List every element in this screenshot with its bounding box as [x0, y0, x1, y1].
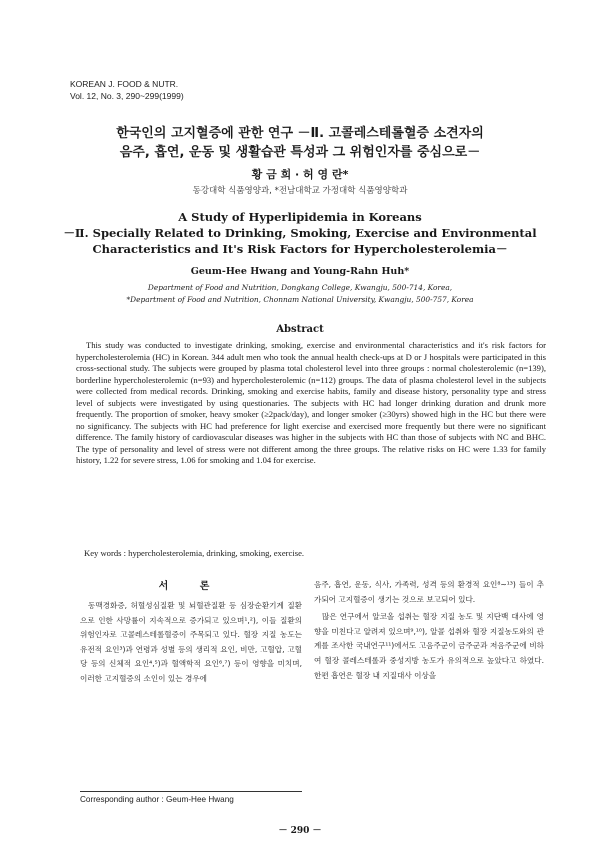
english-authors: Geum-Hee Hwang and Young-Rahn Huh*: [190, 266, 410, 277]
body-right-paragraph-1: 음주, 흡연, 운동, 식사, 가족력, 성격 등의 환경적 요인⁸~¹³) 들이 추가되어 고지혈증이 생기는 것으로 보고되어 있다.: [314, 580, 544, 604]
korean-authors: 황 금 희 · 허 영 란*: [251, 168, 349, 181]
english-title-line-1: A Study of Hyperlipidemia in Koreans: [178, 210, 422, 224]
body-right-column: [314, 578, 544, 683]
journal-name: KOREAN J. FOOD & NUTR.: [70, 79, 179, 89]
english-affiliation-1: Department of Food and Nutrition, Dongkang College, Kwangju, 500-714, Korea,: [147, 283, 453, 292]
english-affiliation-2: *Department of Food and Nutrition, Chonnam National University, Kwangju, 500-757, Korea: [126, 295, 474, 304]
keywords: Key words : hypercholesterolemia, drinking, smoking, exercise.: [84, 548, 305, 558]
corresponding-author-footnote: Corresponding author : Geum-Hee Hwang: [80, 795, 234, 804]
journal-header: [70, 78, 184, 102]
abstract-body: This study was conducted to investigate drinking, smoking, exercise and environmental characteristics and it's risk factors for hypercholesterolemia (HC) in Korean. 344 adult men who took the annual health check-ups at D or J hospitals were participated in this cross-sectional study. The subjects were grouped by plasma total cholesterol level into three groups : normal cholesterolemic (n=139), borderline hypercholesterolemic (n=93) and hypercholesterolemic (n=112) groups. The data of plasma cholesterol level in the subjects were collected from medical records. Drinking, smoking and exercise habits, family and disease history, personality type and stress level of subjects were investigated by using questionaries. The subjects with HC had longer drinking duration and drunk more frequently. The proportion of smoker, heavy smoker (≥2pack/day), and longer smoker (≥30yrs) showed high in the HC but there were no significancy. The subjects with HC had preference for light exercise and exercised more frequently but there were no significant difference. The family history of cardiovascular diseases was higher in the subjects with HC than those of subjects with NC and BHC. The type of personality and level of stress were not different among the three groups. The relative risks on HC were 1.33 for family history, 1.22 for severe stress, 1.06 for smoking and 1.04 for exercise.: [76, 340, 546, 466]
english-title: [60, 209, 540, 257]
korean-affiliation: 동강대학 식품영양과, *전남대학교 가정대학 식품영양학과: [192, 186, 408, 196]
korean-title: [60, 124, 540, 162]
english-affiliations: [60, 282, 540, 306]
journal-volume: Vol. 12, No. 3, 290~299(1999): [70, 91, 184, 101]
body-left-column: 동맥경화증, 허혈성심질환 및 뇌혈관질환 등 심장순환기계 질환으로 인한 사망률이 지속적으로 증가되고 있으며¹,²), 이들 질환의 위험인자로 고콜레스테롤혈증이 주목되고 있다. 혈장 지질 농도는 유전적 요인³)과 연령과 성별 등의 생리적 요인, 비만, 고혈압, 고혈당 등의 신체적 요인⁴,⁵)과 혈액학적 요인⁶,⁷) 등이 영향을 미치며, 이러한 고지혈증의 소인이 있는 경우에: [80, 601, 302, 683]
korean-title-line-2: 음주, 흡연, 운동 및 생활습관 특성과 그 위험인자를 중심으로－: [119, 145, 481, 160]
footnote-divider: [80, 791, 302, 792]
body-right-paragraph-2: 많은 연구에서 알코올 섭취는 혈장 지질 농도 및 지단백 대사에 영향을 미친다고 알려져 있으며⁹,¹⁰), 알콜 섭취와 혈장 지질농도와의 관계를 조사한 국내연구¹¹)에서도 고음주군이 금주군과 저음주군에 비하여 혈장 콜레스테롤과 중성지방 농도가 유의적으로 높았다고 하였다. 한편 흡연은 혈장 내 지질대사 이상을: [314, 612, 544, 680]
english-title-line-2: －Ⅱ. Specially Related to Drinking, Smoking, Exercise and Environmental: [63, 226, 537, 240]
page-number: － 290 －: [278, 826, 322, 836]
korean-title-line-1: 한국인의 고지혈증에 관한 연구 －Ⅱ. 고콜레스테롤혈증 소견자의: [116, 126, 484, 141]
abstract-heading: Abstract: [276, 324, 324, 335]
section-heading-introduction: 서 론: [158, 581, 224, 592]
english-title-line-3: Characteristics and It's Risk Factors for Hypercholesterolemia－: [92, 242, 508, 256]
